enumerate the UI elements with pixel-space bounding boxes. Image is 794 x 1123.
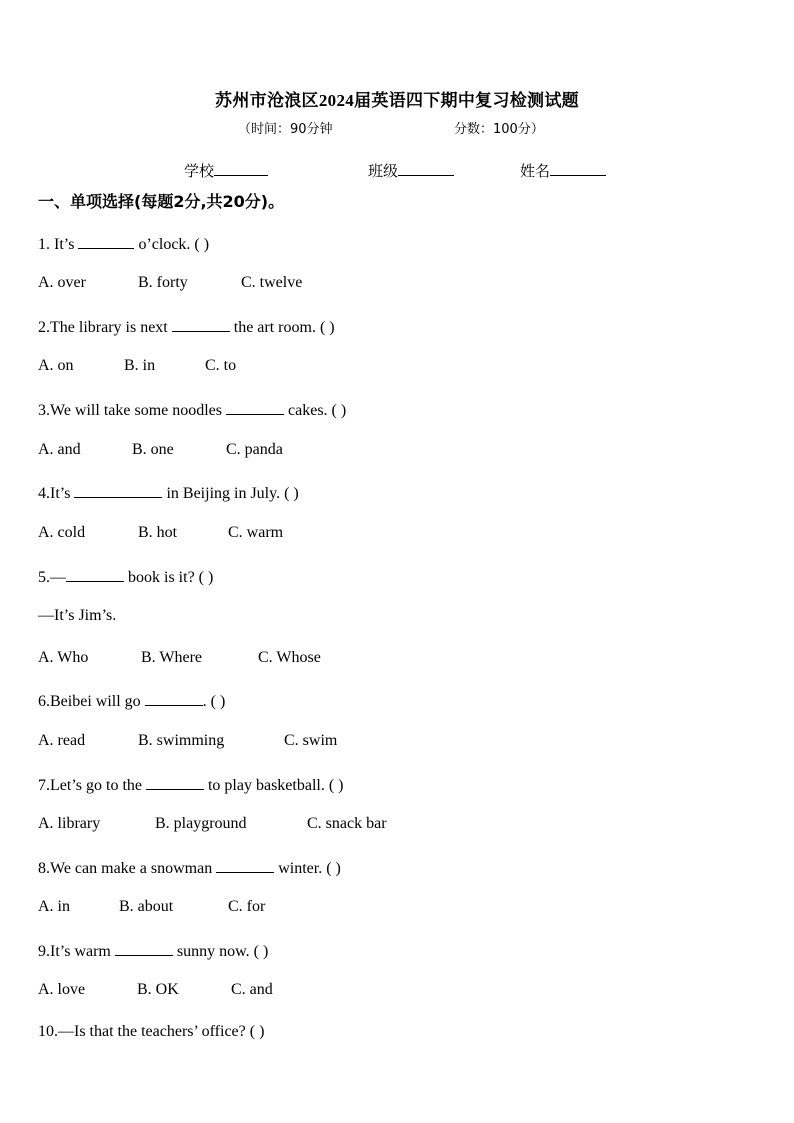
option-a[interactable]: A. on [38, 357, 74, 374]
option-a[interactable]: A. cold [38, 524, 86, 541]
question-text: winter. ( ) [274, 860, 341, 877]
question-text: in Beijing in July. ( ) [162, 485, 299, 502]
name-label: 姓名 [520, 162, 551, 180]
option-b[interactable]: B. in [124, 357, 156, 374]
option-a[interactable]: A. in [38, 898, 70, 915]
question-2 [38, 316, 335, 337]
options-7 [38, 815, 387, 833]
question-text: 8.We can make a snowman [38, 860, 217, 877]
option-a[interactable]: A. library [38, 815, 101, 832]
question-7 [38, 774, 344, 795]
question-4 [38, 482, 299, 503]
answer-blank[interactable] [226, 399, 284, 415]
question-text: to play basketball. ( ) [203, 777, 344, 794]
option-c[interactable]: C. snack bar [307, 815, 387, 832]
options-5 [38, 649, 321, 667]
question-9 [38, 940, 268, 961]
class-label: 班级 [368, 162, 399, 180]
option-a[interactable]: A. love [38, 981, 86, 998]
class-blank[interactable] [398, 161, 454, 176]
question-text: 4.It’s [38, 485, 75, 502]
question-8 [38, 857, 341, 878]
option-b[interactable]: B. swimming [138, 732, 225, 749]
answer-blank[interactable] [146, 774, 204, 790]
answer-blank[interactable] [216, 857, 274, 873]
options-8 [38, 898, 265, 916]
question-5-reply: —It’s Jim’s. [38, 607, 117, 624]
option-c[interactable]: C. to [205, 357, 237, 374]
answer-blank[interactable] [145, 690, 203, 706]
class-field [368, 160, 454, 181]
option-a[interactable]: A. over [38, 274, 86, 291]
question-5 [38, 566, 213, 587]
option-b[interactable]: B. hot [138, 524, 178, 541]
option-c[interactable]: C. swim [284, 732, 338, 749]
question-text: 2.The library is next [38, 319, 172, 336]
option-b[interactable]: B. OK [137, 981, 179, 998]
question-text: 6.Beibei will go [38, 693, 145, 710]
option-c[interactable]: C. for [228, 898, 266, 915]
school-label: 学校 [184, 162, 215, 180]
options-4 [38, 524, 283, 542]
option-b[interactable]: B. Where [141, 649, 203, 666]
option-c[interactable]: C. twelve [241, 274, 303, 291]
page-title: 苏州市沧浪区2024届英语四下期中复习检测试题 [215, 91, 579, 110]
section-heading: 一、单项选择(每题2分,共20分)。 [38, 192, 285, 211]
question-text: the art room. ( ) [229, 319, 335, 336]
option-a[interactable]: A. and [38, 441, 81, 458]
answer-blank[interactable] [78, 233, 134, 249]
option-c[interactable]: C. Whose [258, 649, 321, 666]
option-b[interactable]: B. one [132, 441, 174, 458]
option-b[interactable]: B. playground [155, 815, 247, 832]
question-text: o’clock. ( ) [134, 236, 210, 253]
options-2 [38, 357, 236, 375]
question-text: 7.Let’s go to the [38, 777, 146, 794]
options-9 [38, 981, 273, 999]
question-text: cakes. ( ) [284, 402, 347, 419]
options-1 [38, 274, 302, 292]
question-6 [38, 690, 225, 711]
question-3 [38, 399, 346, 420]
question-text: . ( ) [202, 693, 226, 710]
option-c[interactable]: C. and [231, 981, 273, 998]
option-b[interactable]: B. forty [138, 274, 188, 291]
option-c[interactable]: C. warm [228, 524, 284, 541]
answer-blank[interactable] [74, 482, 162, 498]
exam-score: 分数：100分） [454, 122, 544, 137]
school-field [184, 160, 268, 181]
option-a[interactable]: A. Who [38, 649, 89, 666]
option-c[interactable]: C. panda [226, 441, 283, 458]
answer-blank[interactable] [66, 566, 124, 582]
options-6 [38, 732, 337, 750]
exam-meta [238, 118, 544, 137]
school-blank[interactable] [214, 161, 268, 176]
question-text: 1. It’s [38, 236, 79, 253]
option-b[interactable]: B. about [119, 898, 174, 915]
question-text: 3.We will take some noodles [38, 402, 227, 419]
question-10: 10.—Is that the teachers’ office? ( ) [38, 1023, 265, 1040]
options-3 [38, 441, 283, 459]
answer-blank[interactable] [115, 940, 173, 956]
question-text: 5.— [38, 569, 66, 586]
name-field [520, 160, 606, 181]
question-text: 9.It’s warm [38, 943, 115, 960]
question-text: book is it? ( ) [124, 569, 214, 586]
question-text: sunny now. ( ) [172, 943, 269, 960]
answer-blank[interactable] [172, 316, 230, 332]
option-a[interactable]: A. read [38, 732, 86, 749]
question-1 [38, 233, 209, 254]
exam-time: （时间：90分钟 [238, 122, 333, 137]
name-blank[interactable] [550, 161, 606, 176]
